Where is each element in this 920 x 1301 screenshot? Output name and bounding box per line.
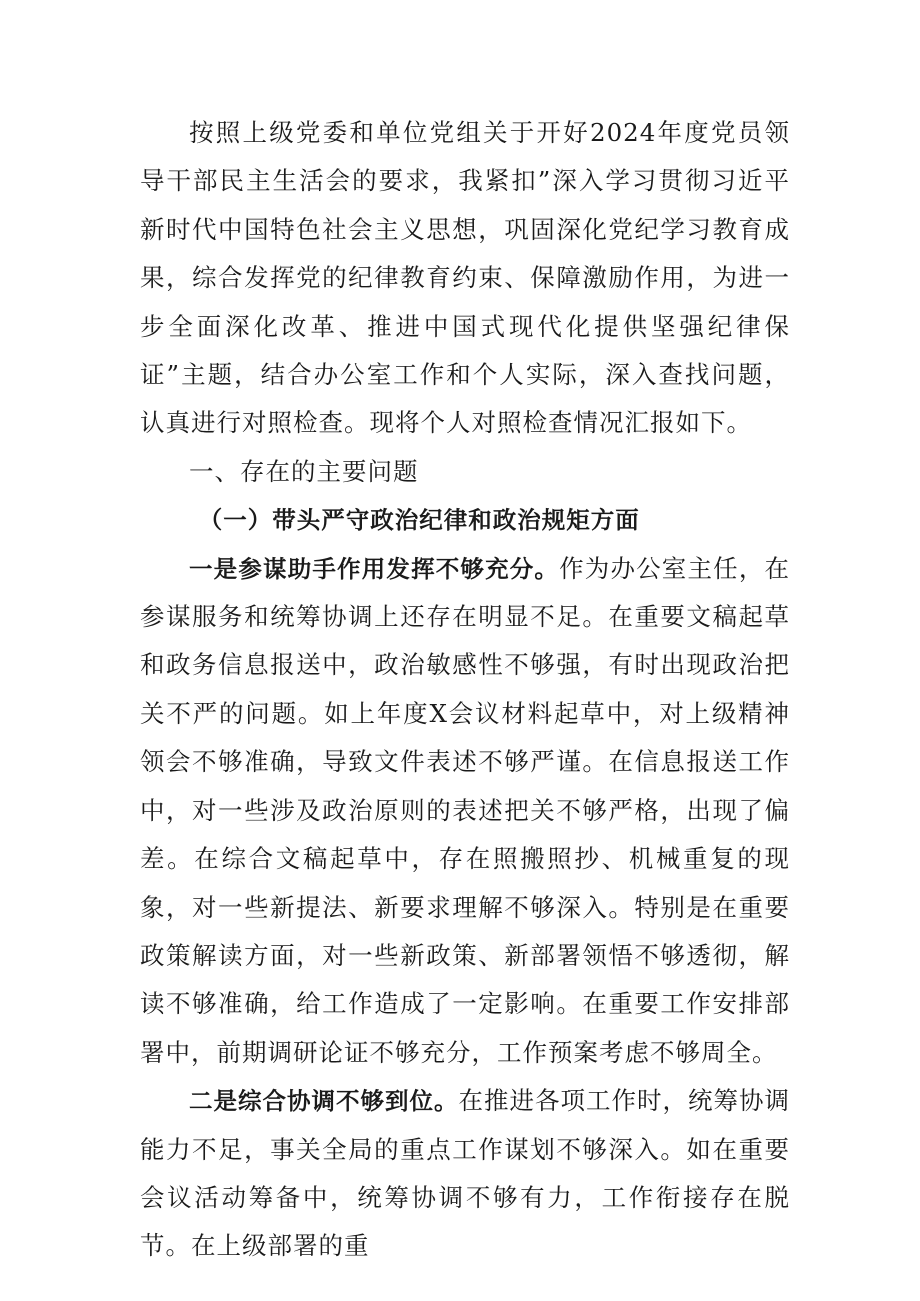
- point-two-paragraph: [140, 1077, 790, 1271]
- section-heading-problems: 一、存在的主要问题: [189, 456, 419, 486]
- point-two-body: 在推进各项工作时，统筹协调能力不足，事关全局的重点工作谋划不够深入。如在重要会议活动筹备中，统筹协调不够有力，工作衔接存在脱节。在上级部署的重: [140, 1086, 790, 1261]
- document-body: [140, 109, 790, 1271]
- intro-paragraph: 按照上级党委和单位党组关于开好2024年度党员领导干部民主生活会的要求，我紧扣”深入学习贯彻习近平新时代中国特色社会主义思想，巩固深化党纪学习教育成果，综合发挥党的纪律教育约束、保障激励作用，为进一步全面深化改革、推进中国式现代化提供坚强纪律保证”主题，结合办公室工作和个人实际，深入查找问题，认真进行对照检查。现将个人对照检查情况汇报如下。: [140, 118, 790, 438]
- point-one-paragraph: [140, 545, 790, 1077]
- point-one-body: 作为办公室主任，在参谋服务和统筹协调上还存在明显不足。在重要文稿起草和政务信息报送中，政治敏感性不够强，有时出现政治把关不严的问题。如上年度X会议材料起草中，对上级精神领会不够准确，导致文件表述不够严谨。在信息报送工作中，对一些涉及政治原则的表述把关不够严格，出现了偏差。在综合文稿起草中，存在照搬照抄、机械重复的现象，对一些新提法、新要求理解不够深入。特别是在重要政策解读方面，对一些新政策、新部署领悟不够透彻，解读不够准确，给工作造成了一定影响。在重要工作安排部署中，前期调研论证不够充分，工作预案考虑不够周全。: [140, 553, 790, 1067]
- point-two-lead: 二是综合协调不够到位。: [189, 1087, 459, 1116]
- point-one-lead: 一是参谋助手作用发挥不够充分。: [189, 554, 560, 583]
- subsection-heading-political-discipline: （一）带头严守政治纪律和政治规矩方面: [198, 506, 640, 535]
